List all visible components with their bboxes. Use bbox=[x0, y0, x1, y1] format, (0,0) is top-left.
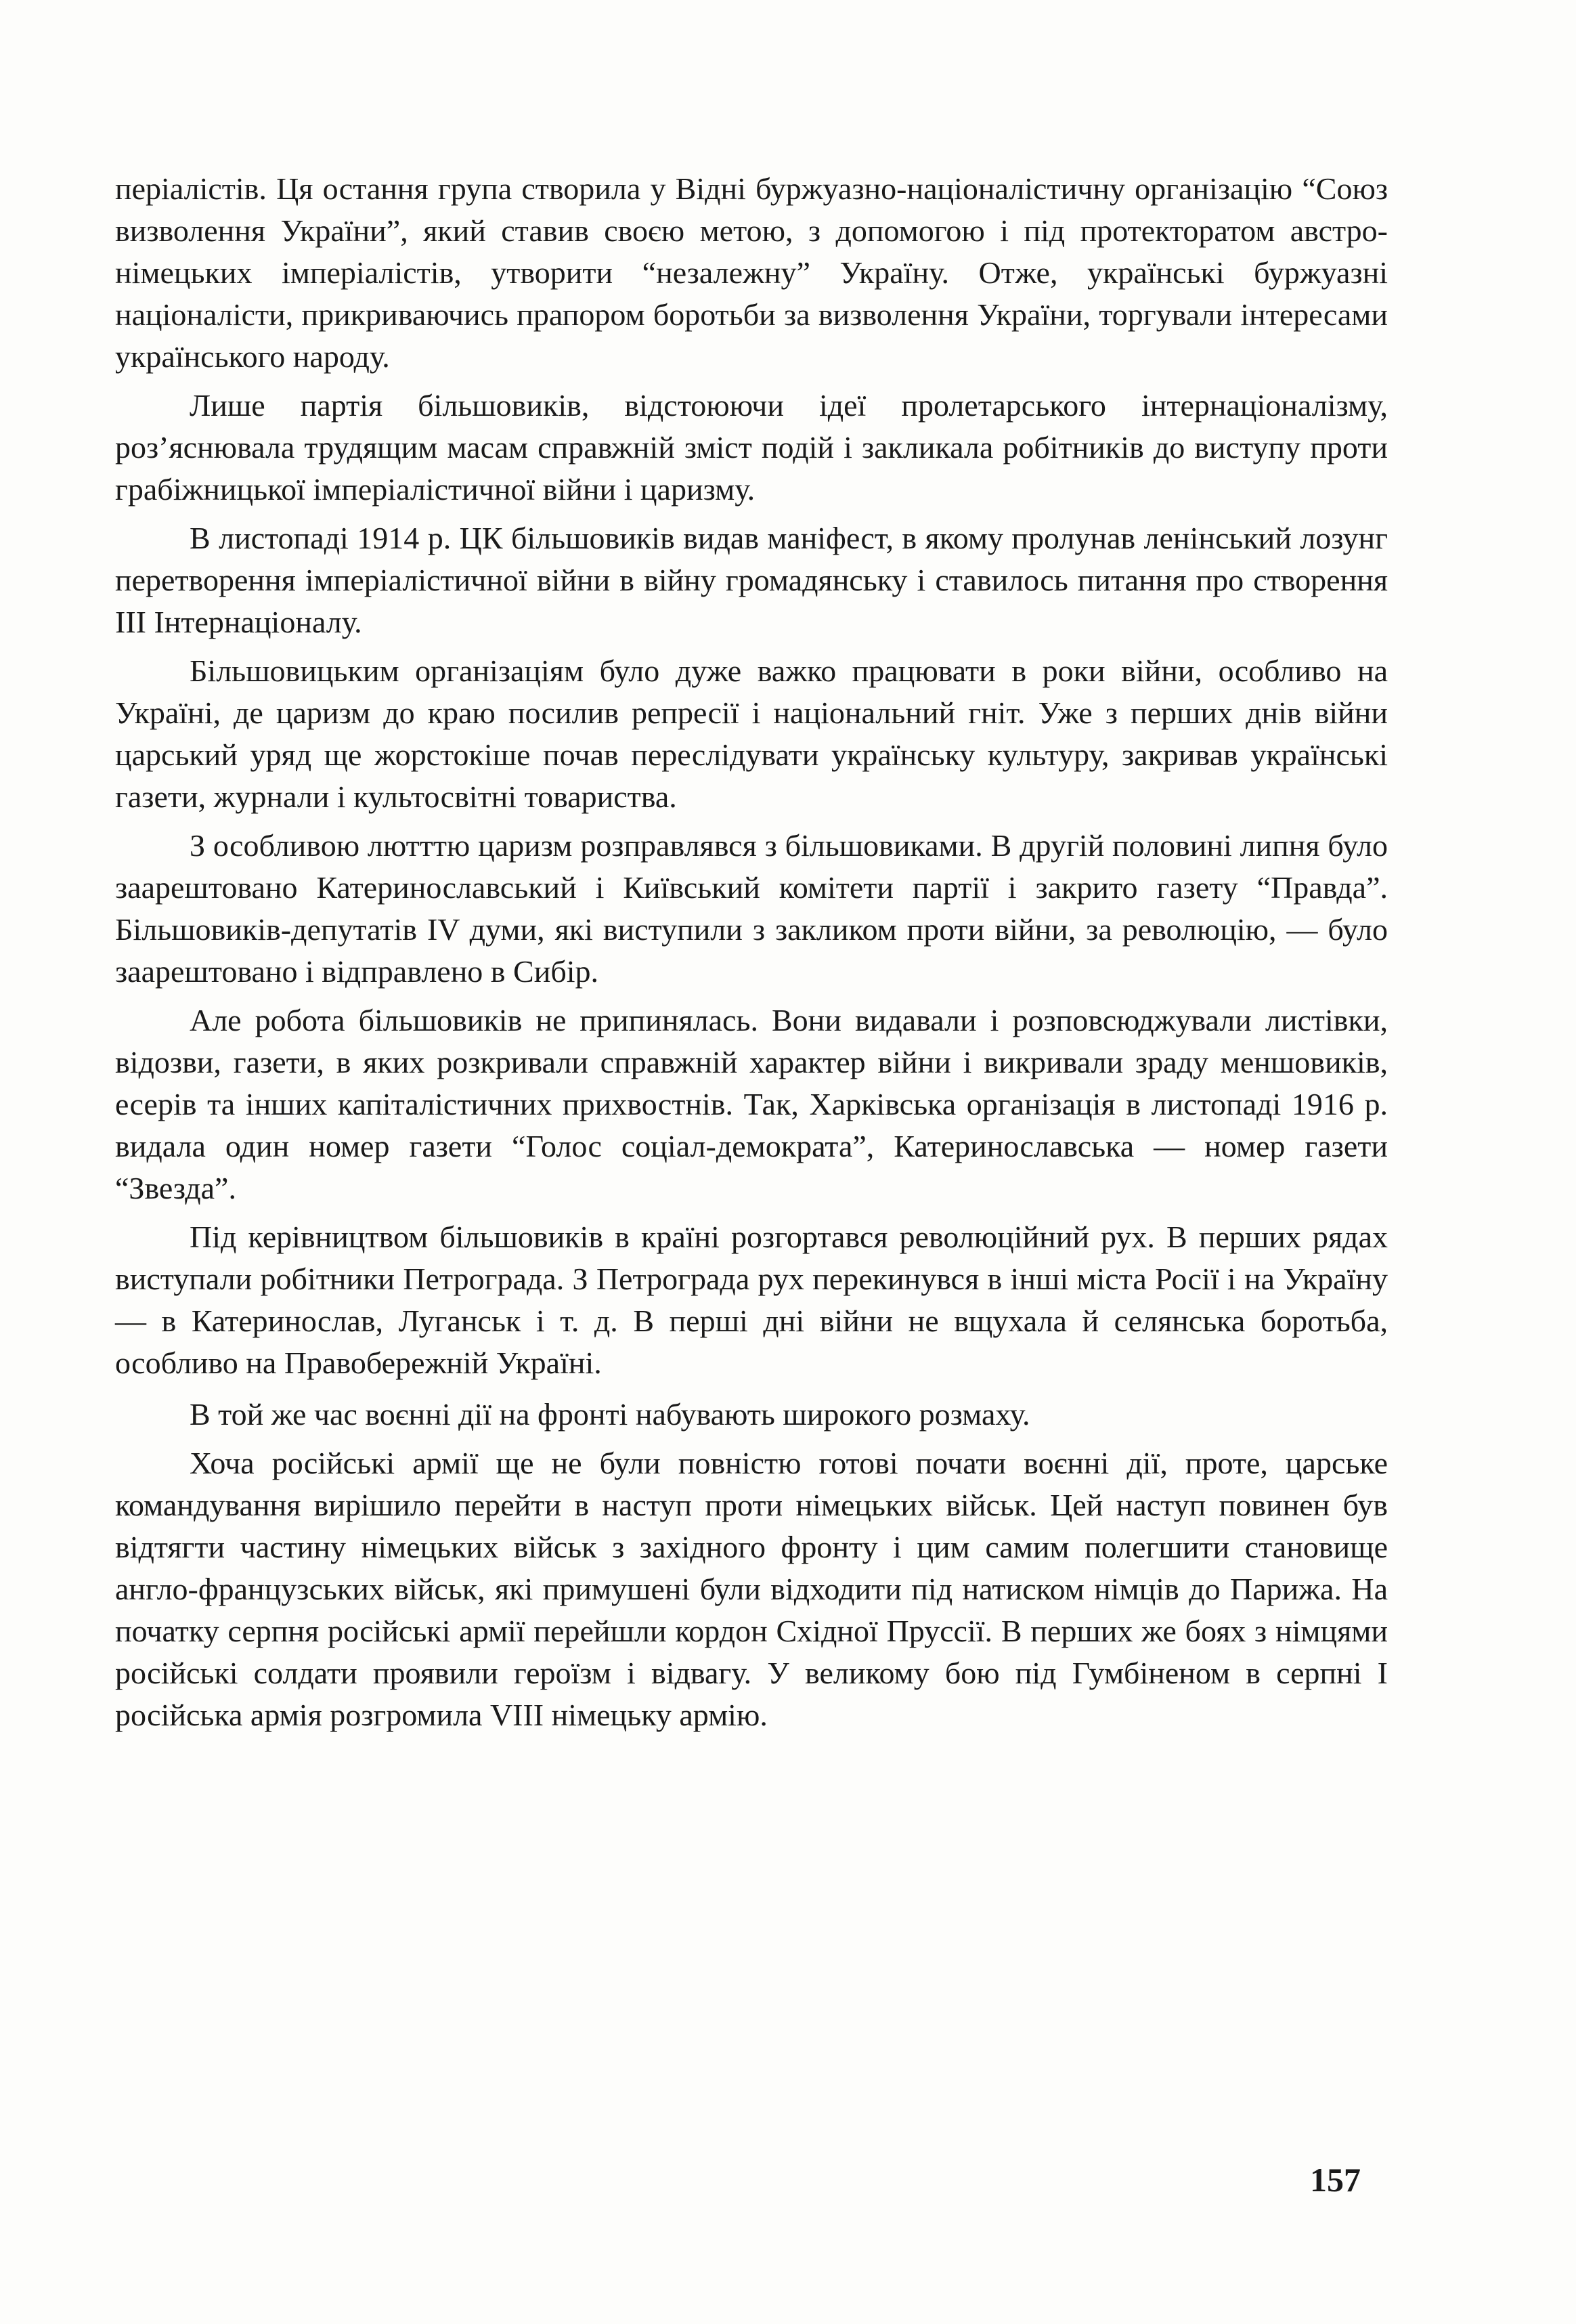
paragraph-7: Під керівництвом більшовиків в країні розгортався революційний рух. В перших рядах виступали робітники Петрограда. З Петрограда рух перекинувся в інші міста Росії і на Україну — в Катеринослав, Луганськ і т. д. В перші дні війни не вщухала й селянська боротьба, особливо на Правобережній Україні. bbox=[115, 1220, 1388, 1380]
page-number: 157 bbox=[1310, 2161, 1361, 2199]
paragraph-2: Лише партія більшовиків, відстоюючи ідеї пролетарського інтернаціоналізму, роз’яснювала трудящим масам справжній зміст подій і закликала робітників до виступу проти грабіжницької імперіалістичної війни і царизму. bbox=[115, 388, 1388, 507]
paragraph-3: В листопаді 1914 р. ЦК більшовиків видав маніфест, в якому пролунав ленінський лозунг перетворення імперіалістичної війни в війну громадянську і ставилось питання про створення III Інтернаціоналу. bbox=[115, 521, 1388, 639]
paragraph-1: періалістів. Ця остання група створила у Відні буржуазно-націоналістичну організацію “Союз визволення України”, який ставив своєю метою, з допомогою і під протекторатом австро-німецьких імперіалістів, утворити “незалежну” Україну. Отже, українські буржуазні націоналісти, прикриваючись прапором боротьби за визволення України, торгували інтересами українського народу. bbox=[115, 171, 1388, 374]
paragraph-8: В той же час воєнні дії на фронті набувають широкого розмаху. bbox=[190, 1397, 1030, 1432]
paragraph-4: Більшовицьким організаціям було дуже важко працювати в роки війни, особливо на Україні, де царизм до краю посилив репресії і національний гніт. Уже з перших днів війни царський уряд ще жорстокіше почав переслідувати українську культуру, закривав українські газети, журнали і культосвітні товариства. bbox=[115, 653, 1388, 814]
paragraph-6: Але робота більшовиків не припинялась. Вони видавали і розповсюджували листівки, відозви, газети, в яких розкривали справжній характер війни і викривали зраду меншовиків, есерів та інших капіталістичних прихвостнів. Так, Харківська організація в листопаді 1916 р. видала один номер газети “Голос соціал-демократа”, Катеринославська — номер газети “Звезда”. bbox=[115, 1003, 1388, 1205]
paragraph-9: Хоча російські армії ще не були повністю готові почати воєнні дії, проте, царське командування вирішило перейти в наступ проти німецьких військ. Цей наступ повинен був відтягти частину німецьких військ з західного фронту і цим самим полегшити становище англо-французських військ, які примушені були відходити під натиском німців до Парижа. На початку серпня російські армії перейшли кордон Східної Пруссії. В перших же боях з німцями російські солдати проявили героїзм і відвагу. У великому бою під Гумбіненом в серпні I російська армія розгромила VIII німецьку армію. bbox=[115, 1446, 1388, 1732]
paragraph-5: З особливою лютттю царизм розправлявся з більшовиками. В другій половині липня було заарештовано Катеринославський і Київський комітети партії і закрито газету “Правда”. Більшовиків-депутатів IV думи, які виступили з закликом проти війни, за революцію, — було заарештовано і відправлено в Сибір. bbox=[115, 828, 1388, 989]
body-text bbox=[115, 168, 1388, 1743]
